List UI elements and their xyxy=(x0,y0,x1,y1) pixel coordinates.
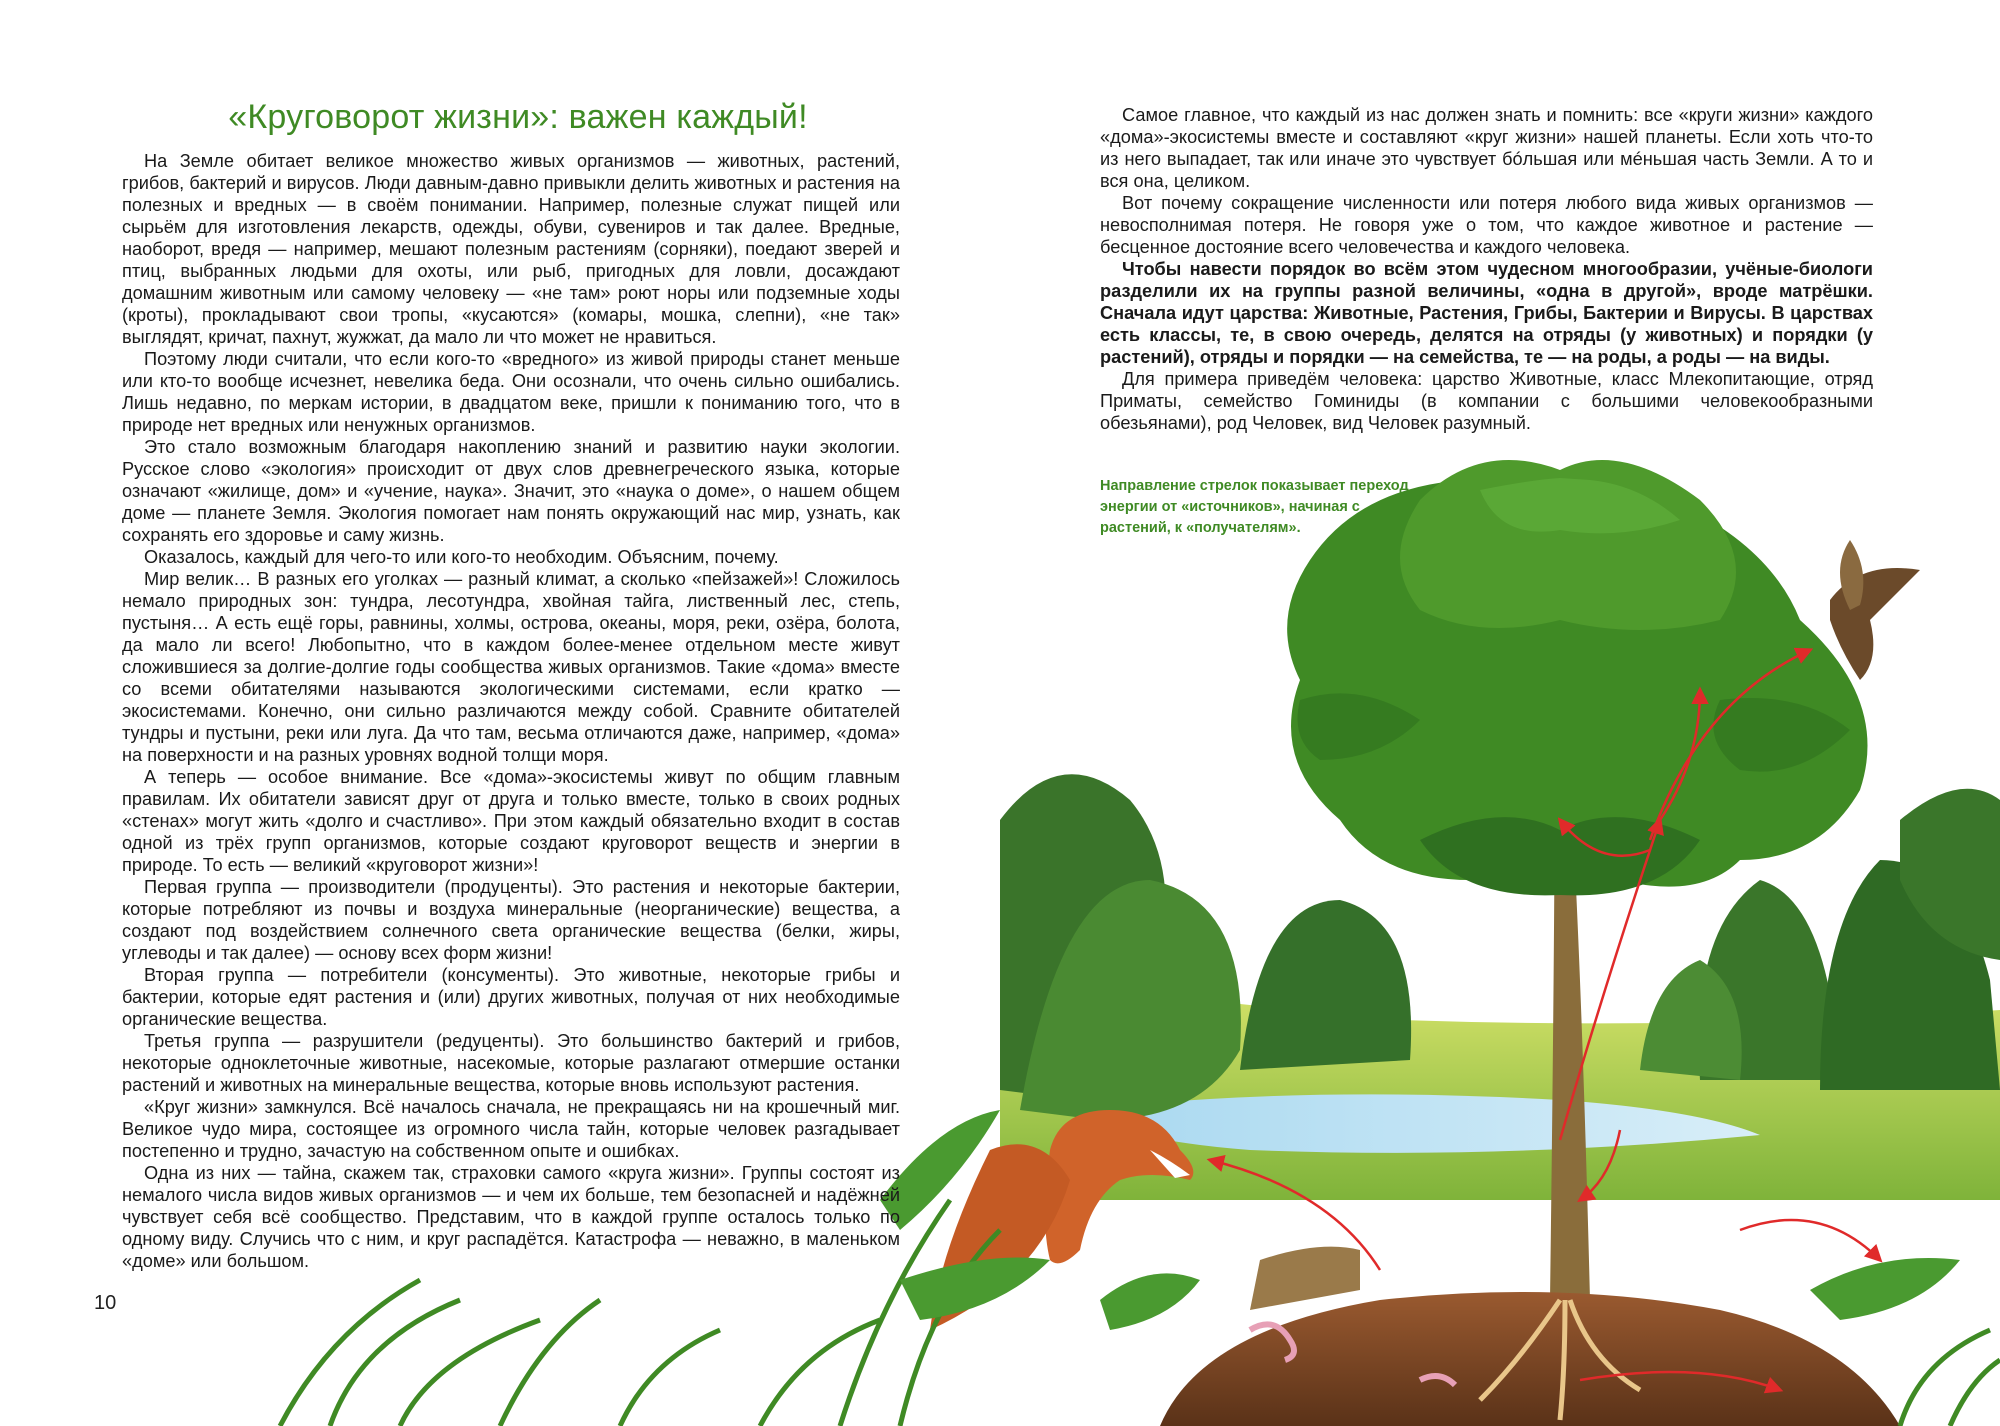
paragraph: Это стало возможным благодаря накоплению знаний и развитию науки экологии. Русское слово «экология» происходит от двух слов древнегреческого языка, которые означают «жилище, дом» и «учение, наука». Значит, это «наука о доме», о нашем общем доме — планете Земля. Экология помогает нам понять окружающий нас мир, узнать, как сохранять его здоровье и саму жизнь. xyxy=(122,437,900,545)
paragraph: Третья группа — разрушители (редуценты). Это большинство бактерий и грибов, некоторые одноклеточные животные, насекомые, которые разлагают отмершие останки растений и животных на минеральные вещества, которые вновь используют растения. xyxy=(122,1031,900,1095)
paragraph: Поэтому люди считали, что если кого-то «вредного» из живой природы станет меньше или кто-то вообще исчезнет, невелика беда. Они осознали, что очень сильно ошибались. Лишь недавно, по меркам истории, в двадцатом веке, пришли к пониманию того, что в природе нет вредных или ненужных организмов. xyxy=(122,349,900,435)
paragraph: Для примера приведём человека: царство Животные, класс Млекопитающие, отряд Приматы, семейство Гоминиды (в компании с большими человекообразными обезьянами), род Человек, вид Человек разумный. xyxy=(1100,369,1873,433)
right-text-column xyxy=(1100,104,1873,434)
page-number: 10 xyxy=(94,1292,117,1314)
soil-cross-section xyxy=(1160,1247,1900,1426)
paragraph: А теперь — особое внимание. Все «дома»-экосистемы живут по общим главным правилам. Их обитатели зависят друг от друга и только вместе, только в своих родных «стенах» могут жить «долго и счастливо». При этом каждый обязательно входит в состав одной из трёх групп организмов, которые создают круговорот веществ и энергии в природе. То есть — великий «круговорот жизни»! xyxy=(122,767,900,875)
paragraph: «Круг жизни» замкнулся. Всё началось сначала, не прекращаясь ни на крошечный миг. Великое чудо мира, состоящее из огромного числа тайн, которые человек разгадывает постепенно и трудно, зачастую на собственном опыте и ошибках. xyxy=(122,1097,900,1161)
paragraph: Одна из них — тайна, скажем так, страховки самого «круга жизни». Группы состоят из немалого числа видов живых организмов — и чем их больше, тем безопасней и надёжней чувствует себя всё сообщество. Представим, что в каждой группе осталось только по одному виду. Случись что с ним, и круг распадётся. Катастрофа — неважно, в маленьком «доме» или большом. xyxy=(122,1163,900,1271)
hawk xyxy=(1830,540,1920,680)
paragraph: Вторая группа — потребители (консументы). Это животные, некоторые грибы и бактерии, которые едят растения и (или) других животных, получая от них необходимые органические вещества. xyxy=(122,965,900,1029)
bold-paragraph: Чтобы навести порядок во всём этом чудесном многообразии, учёные-биологи разделили их на группы разной величины, «одна в другой», вроде матрёшки. Сначала идут царства: Животные, Растения, Грибы, Бактерии и Вирусы. В царствах есть классы, те, в свою очередь, делятся на отряды (у животных) и порядки (у растений), отряды и порядки — на семейства, те — на роды, а роды — на виды. xyxy=(1100,259,1873,367)
paragraph: Мир велик… В разных его уголках — разный климат, а сколько «пейзажей»! Сложилось немало природных зон: тундра, лесотундра, хвойная тайга, лиственный лес, степь, пустыня… А есть ещё горы, равнины, холмы, острова, океаны, моря, реки, озёра, болота, да мало ли всего! Любопытно, что в каждом более-менее отдельном месте живут сложившиеся за долгие-долгие годы сообщества живых организмов. Такие «дома» вместе со всеми обитателями называются экологическими системами, если кратко — экосистемами. Конечно, они сильно различаются между собой. Сравните обитателей тундры и пустыни, реки или луга. Да что там, весьма отличаются даже, например, «дома» на поверхности и на разных уровнях водной толщи моря. xyxy=(122,569,900,765)
paragraph: Вот почему сокращение численности или потеря любого вида живых организмов — невосполнимая потеря. Не говоря уже о том, что каждое животное и растение — бесценное достояние всего человечества и каждого человека. xyxy=(1100,193,1873,257)
left-text-column xyxy=(122,150,900,1272)
paragraph: Самое главное, что каждый из нас должен знать и помнить: все «круги жизни» каждого «дома»-экосистемы вместе и составляют «круг жизни» нашей планеты. Если хоть что-то из него выпадает, так или иначе это чувствует бóльшая или мéньшая часть Земли. А то и вся она, целиком. xyxy=(1100,105,1873,191)
paragraph: На Земле обитает великое множество живых организмов — животных, растений, грибов, бактерий и вирусов. Люди давным-давно привыкли делить животных и растения на полезных и вредных — в своём понимании. Например, полезные служат пищей или сырьём для изготовления лекарств, одежды, обуви, сувениров и так далее. Вредные, наоборот, вредя — например, мешают полезным растениям (сорняки), поедают зверей и птиц, выбранных людьми для охоты, или рыб, пригодных для ловли, досаждают домашним животным или самому человеку — «не там» роют норы или подземные ходы (кроты), прокладывают свои тропы, «кусаются» (комары, мошка, слепни), «не так» выглядят, кричат, пахнут, жужжат, да мало ли что может не нравиться. xyxy=(122,151,900,347)
paragraph: Первая группа — производители (продуценты). Это растения и некоторые бактерии, которые потребляют из почвы и воздуха минеральные (неорганические) вещества, а создают под воздействием солнечного света органические вещества (белки, жиры, углеводы и так далее) — основу всех форм жизни! xyxy=(122,877,900,963)
page-title: «Круговорот жизни»: важен каждый! xyxy=(228,98,808,136)
paragraph: Оказалось, каждый для чего-то или кого-то необходим. Объясним, почему. xyxy=(144,547,779,567)
illustration-caption: Направление стрелок показывает переход энергии от «источников», начиная с растений, к «получателям». xyxy=(1100,478,1409,536)
